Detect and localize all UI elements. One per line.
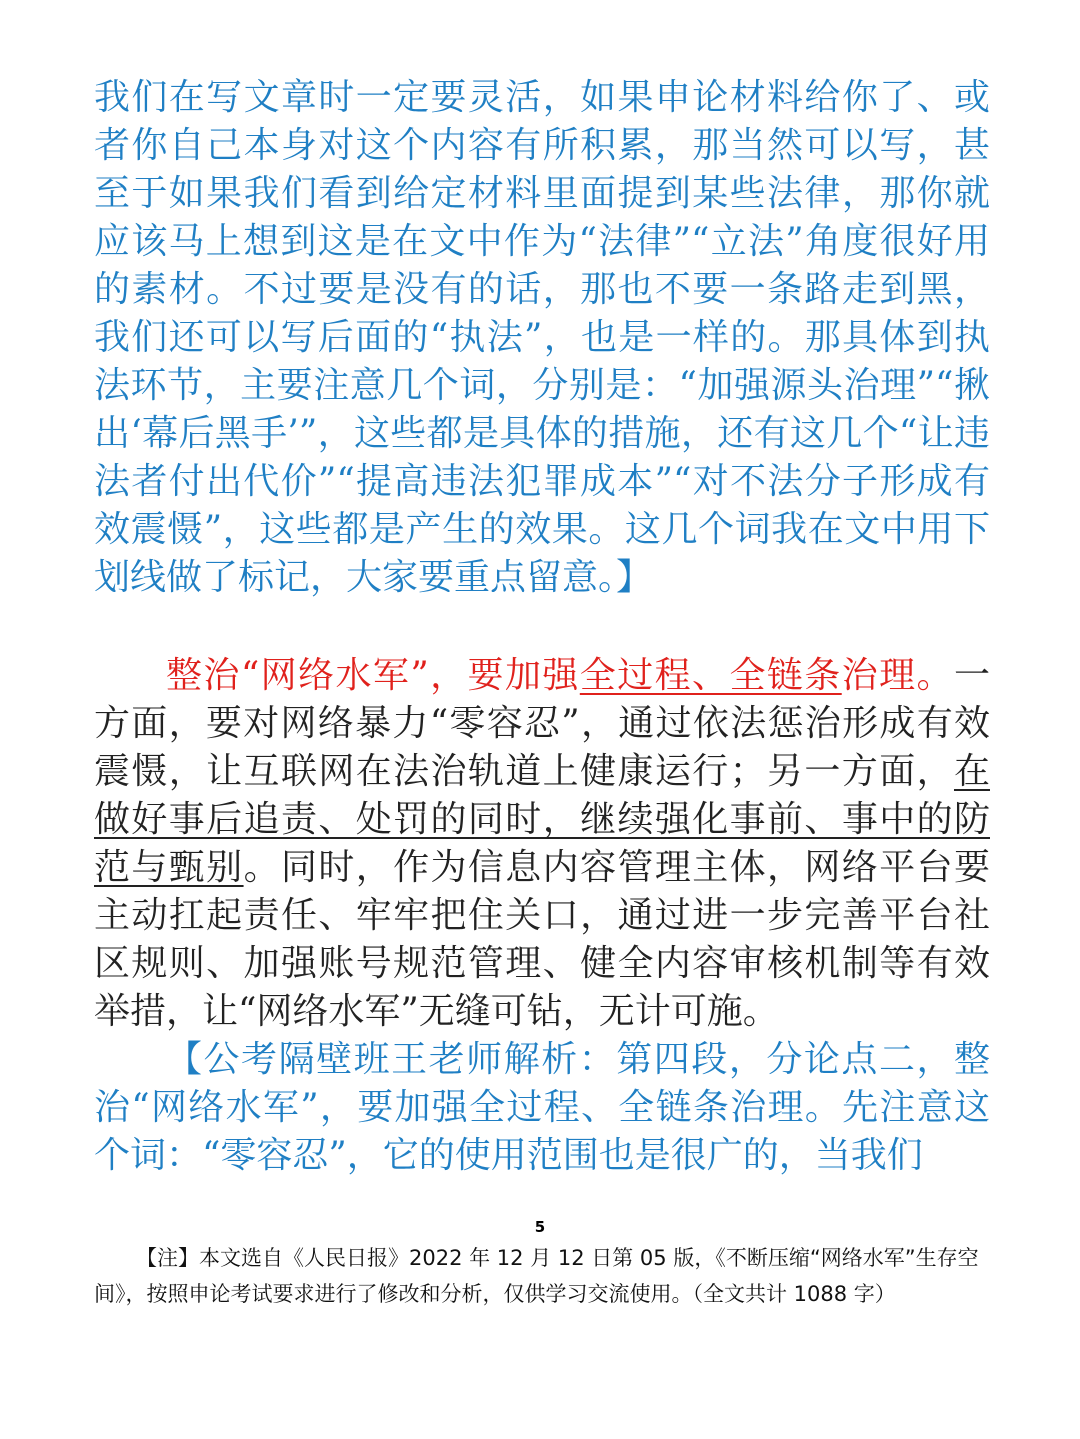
- analysis-paragraph-continued: [94, 74, 990, 602]
- analysis-paragraph: [94, 1036, 990, 1180]
- body-text-end: 。同时，作为信息内容管理主体，网络平台要主动扛起责任、牢牢把住关口，通过进一步完善平台社区规则、加强账号规范管理、健全内容审核机制等有效举措，让“网络水军”无缝可钻，无计可施。: [94, 847, 990, 1032]
- heading-text-start: 整治“网络水军”，要加强: [166, 655, 580, 696]
- analysis-text: 【公考隔壁班王老师解析：第四段，分论点二，整治“网络水军”，要加强全过程、全链条治理。先注意这个词：“零容忍”，它的使用范围也是很广的，当我们: [94, 1039, 990, 1176]
- subpoint-heading: [166, 655, 954, 696]
- body-underlined-phrase: 在做好事后追责、处罚的同时，继续强化事前、事中的防范与甄别: [94, 751, 990, 888]
- page-number: 5: [534, 1218, 546, 1236]
- heading-underlined-phrase: 全过程、全链条: [579, 655, 842, 696]
- heading-text-end: 治理。: [841, 655, 954, 696]
- analysis-text: 我们在写文章时一定要灵活，如果申论材料给你了、或者你自己本身对这个内容有所积累，那当然可以写，甚至于如果我们看到给定材料里面提到某些法律，那你就应该马上想到这是在文中作为“法律”“立法”角度很好用的素材。不过要是没有的话，那也不要一条路走到黑，我们还可以写后面的“执法”，也是一样的。那具体到执法环节，主要注意几个词，分别是：“加强源头治理”“揪出‘幕后黑手’”，这些都是具体的措施，还有这几个“让违法者付出代价”“提高违法犯罪成本”“对不法分子形成有效震慑”，这些都是产生的效果。这几个词我在文中用下划线做了标记，大家要重点留意。】: [94, 77, 990, 598]
- source-footnote: 【注】本文选自《人民日报》2022 年 12 月 12 日第 05 版，《不断压缩“网络水军”生存空间》，按照申论考试要求进行了修改和分析，仅供学习交流使用。（全文共计 1088 字）: [94, 1246, 979, 1306]
- essay-paragraph: [94, 652, 990, 1036]
- body-text-start: 一方面，要对网络暴力“零容忍”，通过依法惩治形成有效震慑，让互联网在法治轨道上健康运行；另一方面，: [94, 655, 990, 792]
